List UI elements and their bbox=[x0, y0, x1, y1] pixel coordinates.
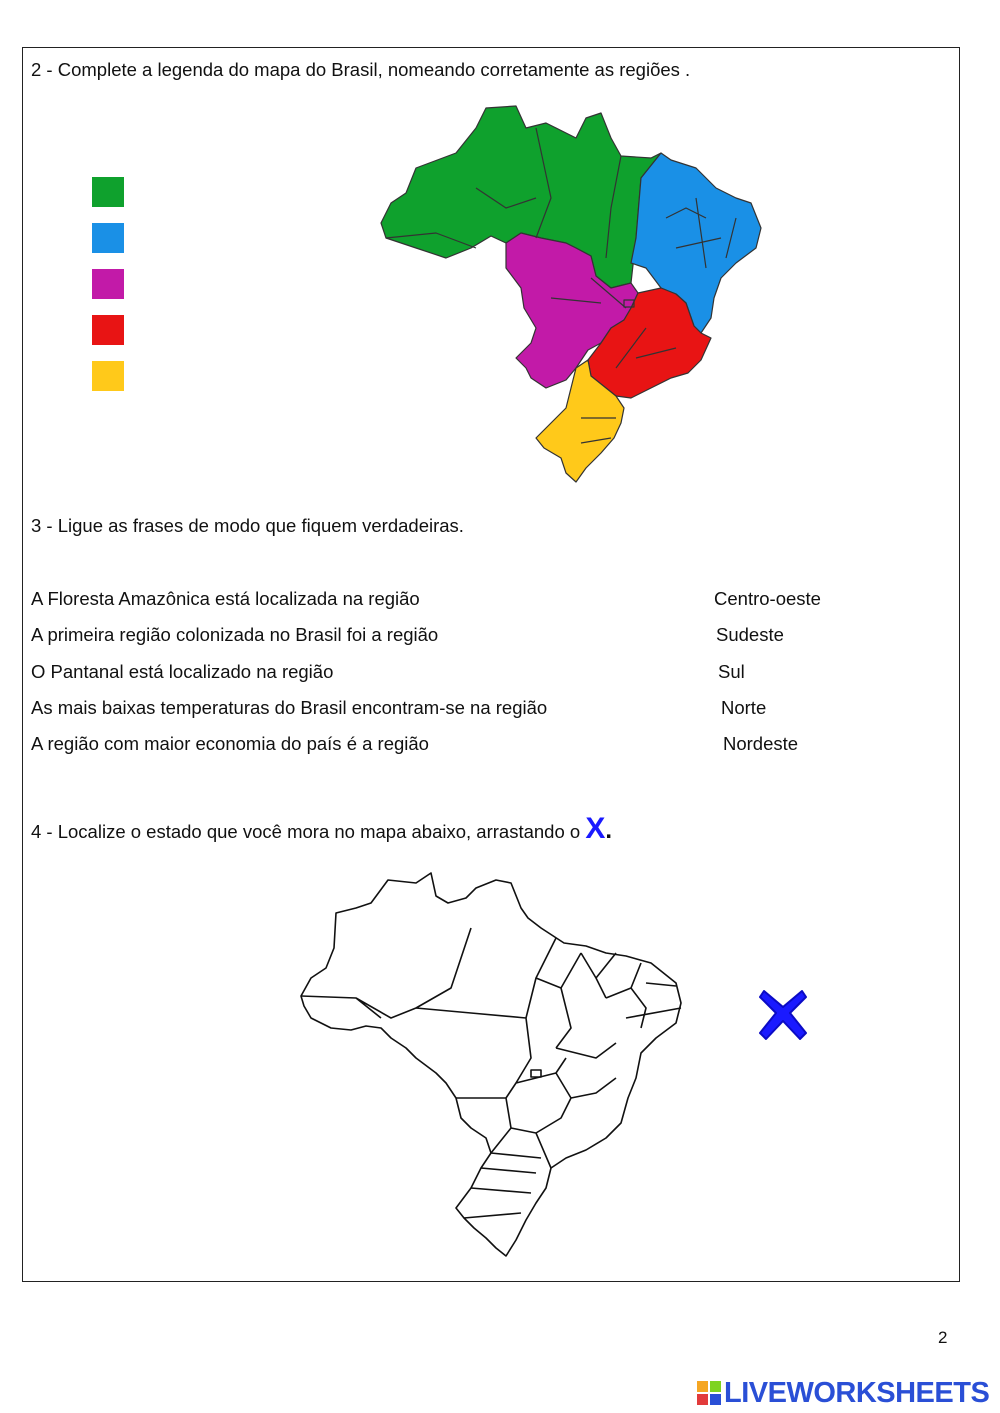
legend-swatch-sudeste bbox=[92, 315, 124, 345]
q4-title-dot: . bbox=[605, 817, 613, 844]
liveworksheets-logo[interactable] bbox=[697, 1376, 989, 1410]
legend-swatch-norte bbox=[92, 177, 124, 207]
q3-title: 3 - Ligue as frases de modo que fiquem verdadeiras. bbox=[31, 515, 464, 536]
logo-text: LIVEWORKSHEETS bbox=[724, 1376, 990, 1409]
q3-option-3[interactable]: Sul bbox=[718, 661, 745, 682]
q3-sentence-1[interactable]: A Floresta Amazônica está localizada na região bbox=[31, 588, 420, 609]
q4-title bbox=[31, 812, 612, 849]
legend-swatch-centro-oeste bbox=[92, 269, 124, 299]
q3-sentence-3[interactable]: O Pantanal está localizado na região bbox=[31, 661, 334, 682]
q4-title-text: 4 - Localize o estado que você mora no mapa abaixo, arrastando o bbox=[31, 821, 586, 842]
q4-x-label: X bbox=[585, 812, 606, 845]
colored-brazil-map bbox=[376, 98, 768, 484]
q3-option-4[interactable]: Norte bbox=[721, 697, 767, 718]
q3-sentence-5[interactable]: A região com maior economia do país é a região bbox=[31, 733, 429, 754]
logo-icon bbox=[697, 1381, 721, 1405]
q3-option-5[interactable]: Nordeste bbox=[723, 733, 799, 754]
legend-swatch-sul bbox=[92, 361, 124, 391]
q3-option-1[interactable]: Centro-oeste bbox=[714, 588, 821, 609]
legend-swatch-nordeste bbox=[92, 223, 124, 253]
blank-map-outline bbox=[301, 873, 681, 1256]
q3-sentence-2[interactable]: A primeira região colonizada no Brasil foi a região bbox=[31, 624, 439, 645]
page-number: 2 bbox=[938, 1328, 948, 1347]
blank-brazil-map[interactable] bbox=[296, 868, 688, 1260]
draggable-x-marker[interactable] bbox=[758, 985, 808, 1041]
q3-sentence-4[interactable]: As mais baixas temperaturas do Brasil encontram-se na região bbox=[31, 697, 548, 718]
q2-title: 2 - Complete a legenda do mapa do Brasil, nomeando corretamente as regiões . bbox=[31, 59, 691, 80]
q3-option-2[interactable]: Sudeste bbox=[716, 624, 784, 645]
